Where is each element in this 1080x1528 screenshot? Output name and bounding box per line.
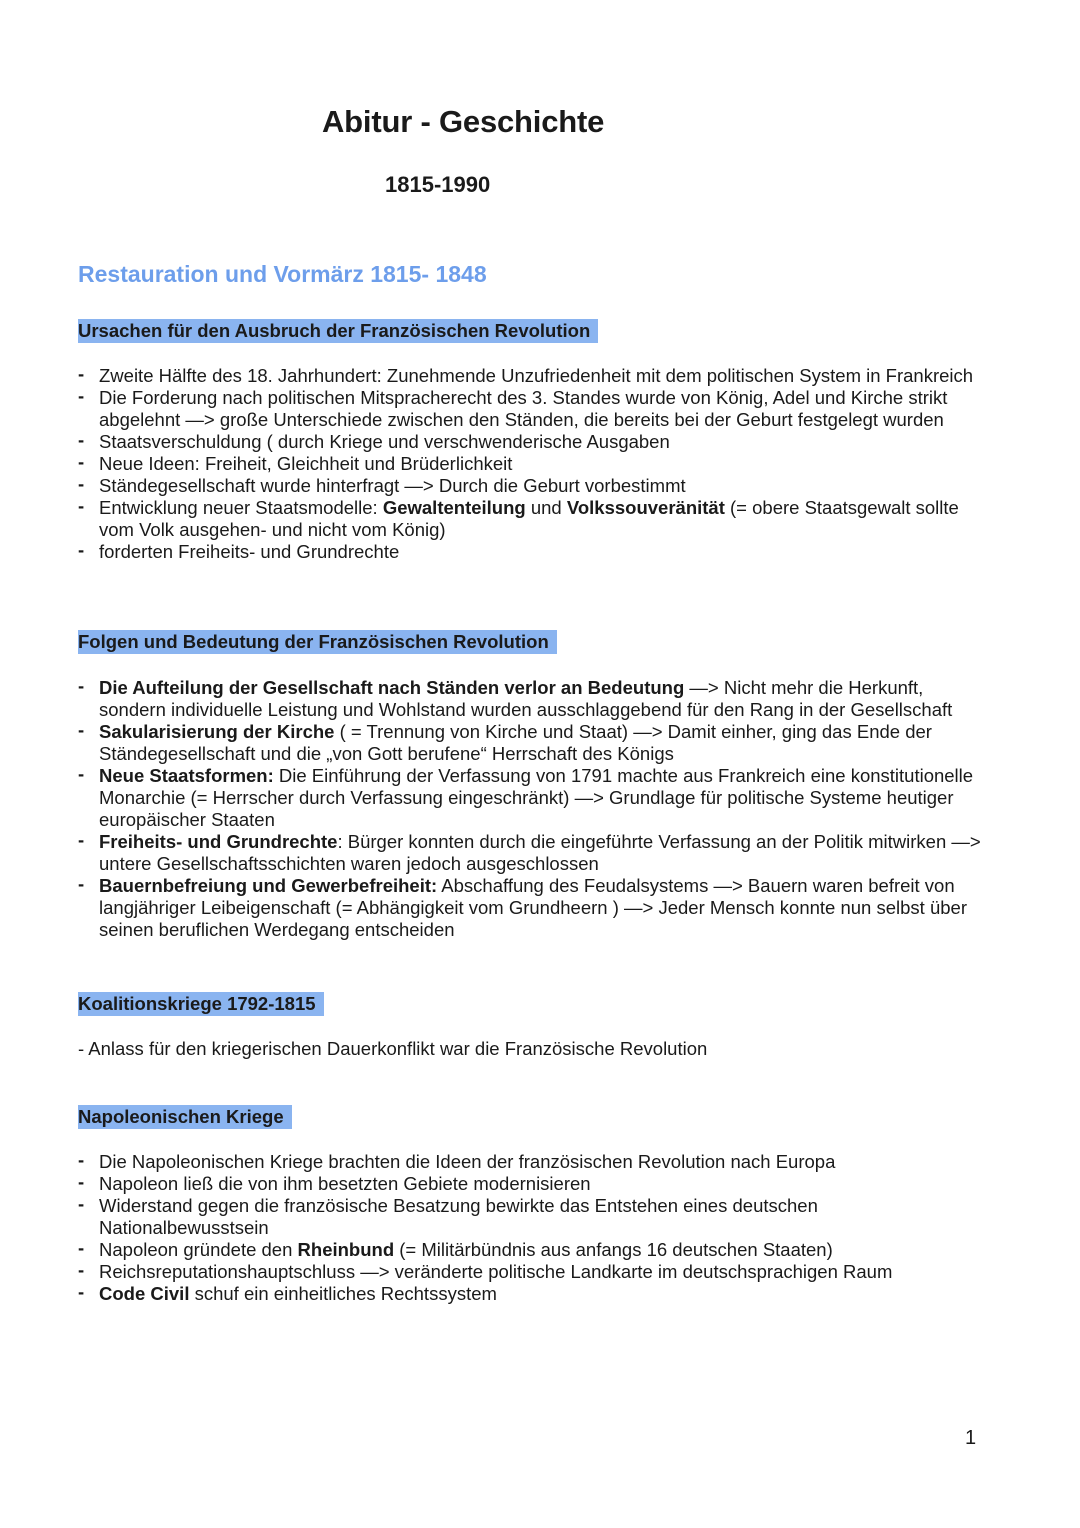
list-item <box>78 1283 983 1305</box>
item-text: Reichsreputationshauptschluss —> veränderte politische Landkarte im deutschsprachigen Raum <box>99 1261 893 1282</box>
section-heading: Ursachen für den Ausbruch der Französischen Revolution <box>78 319 598 343</box>
bold-term: Code Civil <box>99 1283 190 1304</box>
bold-term: Die Aufteilung der Gesellschaft nach Ständen verlor an Bedeutung <box>99 677 685 698</box>
list-item <box>78 497 983 541</box>
bold-term: Gewaltenteilung <box>382 497 526 518</box>
list-item <box>78 453 983 475</box>
list-item <box>78 1239 983 1261</box>
list-item <box>78 831 983 875</box>
section-text: - Anlass für den kriegerischen Dauerkonflikt war die Französische Revolution <box>78 1038 708 1059</box>
bullet-dash-icon: - <box>78 429 85 450</box>
list-item <box>78 677 983 721</box>
item-text: Napoleon gründete den <box>99 1239 298 1260</box>
bullet-dash-icon: - <box>78 763 85 784</box>
bullet-dash-icon: - <box>78 873 85 894</box>
item-text: Ständegesellschaft wurde hinterfragt —> Durch die Geburt vorbestimmt <box>99 475 686 496</box>
item-text: Widerstand gegen die französische Besatzung bewirkte das Entstehen eines deutschen Nationalbewusstsein <box>99 1195 818 1238</box>
item-text: (= Militärbündnis aus anfangs 16 deutschen Staaten) <box>394 1239 833 1260</box>
bullet-dash-icon: - <box>78 675 85 696</box>
list-item <box>78 1173 983 1195</box>
item-text: schuf ein einheitliches Rechtssystem <box>189 1283 497 1304</box>
section-heading: Folgen und Bedeutung der Französischen Revolution <box>78 630 557 654</box>
page-number: 1 <box>965 1427 977 1449</box>
bold-term: Volkssouveränität <box>566 497 725 518</box>
item-text: (= obere Staatsgewalt sollte vom Volk ausgehen- und nicht vom König) <box>99 497 959 540</box>
section-heading: Napoleonischen Kriege <box>78 1105 292 1129</box>
bullet-dash-icon: - <box>78 539 85 560</box>
list-item <box>78 431 983 453</box>
item-text: Zweite Hälfte des 18. Jahrhundert: Zunehmende Unzufriedenheit mit dem politischen System in Frankreich <box>99 365 974 386</box>
bullet-dash-icon: - <box>78 451 85 472</box>
list-item <box>78 765 983 831</box>
item-text: Abschaffung des Feudalsystems —> Bauern waren befreit von langjähriger Leibeigenschaft (= Abhängigkeit vom Grundheern ) —> Jeder Mensch konnte nun selbst über seinen beruflichen Werdegang entscheiden <box>99 875 967 940</box>
bullet-dash-icon: - <box>78 1193 85 1214</box>
item-text: Die Forderung nach politischen Mitspracherecht des 3. Standes wurde von König, Adel und Kirche strikt abgelehnt —> große Unterschiede zwischen den Ständen, die bereits bei der Geburt festgelegt wurden <box>99 387 948 430</box>
bold-term: Sakularisierung der Kirche <box>99 721 335 742</box>
item-text: Napoleon ließ die von ihm besetzten Gebiete modernisieren <box>99 1173 591 1194</box>
list-item <box>78 1195 983 1239</box>
list-item <box>78 387 983 431</box>
item-text: ( = Trennung von Kirche und Staat) —> Damit einher, ging das Ende der Ständegesellschaft und die „von Gott berufene“ Herrschaft des Königs <box>99 721 932 764</box>
list-item <box>78 721 983 765</box>
bullet-dash-icon: - <box>78 473 85 494</box>
list-item <box>78 365 983 387</box>
section-causes <box>78 319 983 563</box>
bullet-dash-icon: - <box>78 1259 85 1280</box>
bullet-dash-icon: - <box>78 1171 85 1192</box>
item-text: Die Einführung der Verfassung von 1791 machte aus Frankreich eine konstitutionelle Monarchie (= Herrscher durch Verfassung eingeschränkt) —> Grundlage für politische Systeme heutiger europäischer Staaten <box>99 765 974 830</box>
section-consequences <box>78 630 983 941</box>
bullet-dash-icon: - <box>78 829 85 850</box>
item-text: und <box>525 497 567 518</box>
chapter-heading: Restauration und Vormärz 1815- 1848 <box>78 261 487 287</box>
bold-term: Freiheits- und Grundrechte <box>99 831 338 852</box>
bullet-list <box>78 1151 983 1305</box>
document-title: Abitur - Geschichte <box>322 104 605 139</box>
item-text: : Bürger konnten durch die eingeführte Verfassung an der Politik mitwirken —> untere Gesellschaftsschichten waren jedoch ausgeschlossen <box>99 831 981 874</box>
list-item <box>78 475 983 497</box>
bullet-dash-icon: - <box>78 363 85 384</box>
document-subtitle: 1815-1990 <box>385 172 491 197</box>
item-text: Die Napoleonischen Kriege brachten die Ideen der französischen Revolution nach Europa <box>99 1151 836 1172</box>
bullet-dash-icon: - <box>78 1149 85 1170</box>
bullet-dash-icon: - <box>78 1237 85 1258</box>
bullet-dash-icon: - <box>78 719 85 740</box>
bold-term: Neue Staatsformen: <box>99 765 274 786</box>
section-napoleonic-wars <box>78 1105 983 1305</box>
item-text: Entwicklung neuer Staatsmodelle: <box>99 497 383 518</box>
item-text: Staatsverschuldung ( durch Kriege und verschwenderische Ausgaben <box>99 431 670 452</box>
list-item <box>78 541 983 563</box>
bold-term: Bauernbefreiung und Gewerbefreiheit: <box>99 875 438 896</box>
bullet-dash-icon: - <box>78 495 85 516</box>
list-item <box>78 875 983 941</box>
item-text: —> Nicht mehr die Herkunft, sondern individuelle Leistung und Wohlstand wurden ausschlaggebend für den Rang in der Gesellschaft <box>99 677 953 720</box>
section-heading: Koalitionskriege 1792-1815 <box>78 992 324 1016</box>
bold-term: Rheinbund <box>297 1239 395 1260</box>
item-text: Neue Ideen: Freiheit, Gleichheit und Brüderlichkeit <box>99 453 513 474</box>
bullet-dash-icon: - <box>78 1281 85 1302</box>
bullet-list <box>78 365 983 563</box>
item-text: forderten Freiheits- und Grundrechte <box>99 541 400 562</box>
list-item <box>78 1261 983 1283</box>
bullet-list <box>78 677 983 941</box>
bullet-dash-icon: - <box>78 385 85 406</box>
section-coalition-wars <box>78 992 983 1060</box>
list-item <box>78 1151 983 1173</box>
